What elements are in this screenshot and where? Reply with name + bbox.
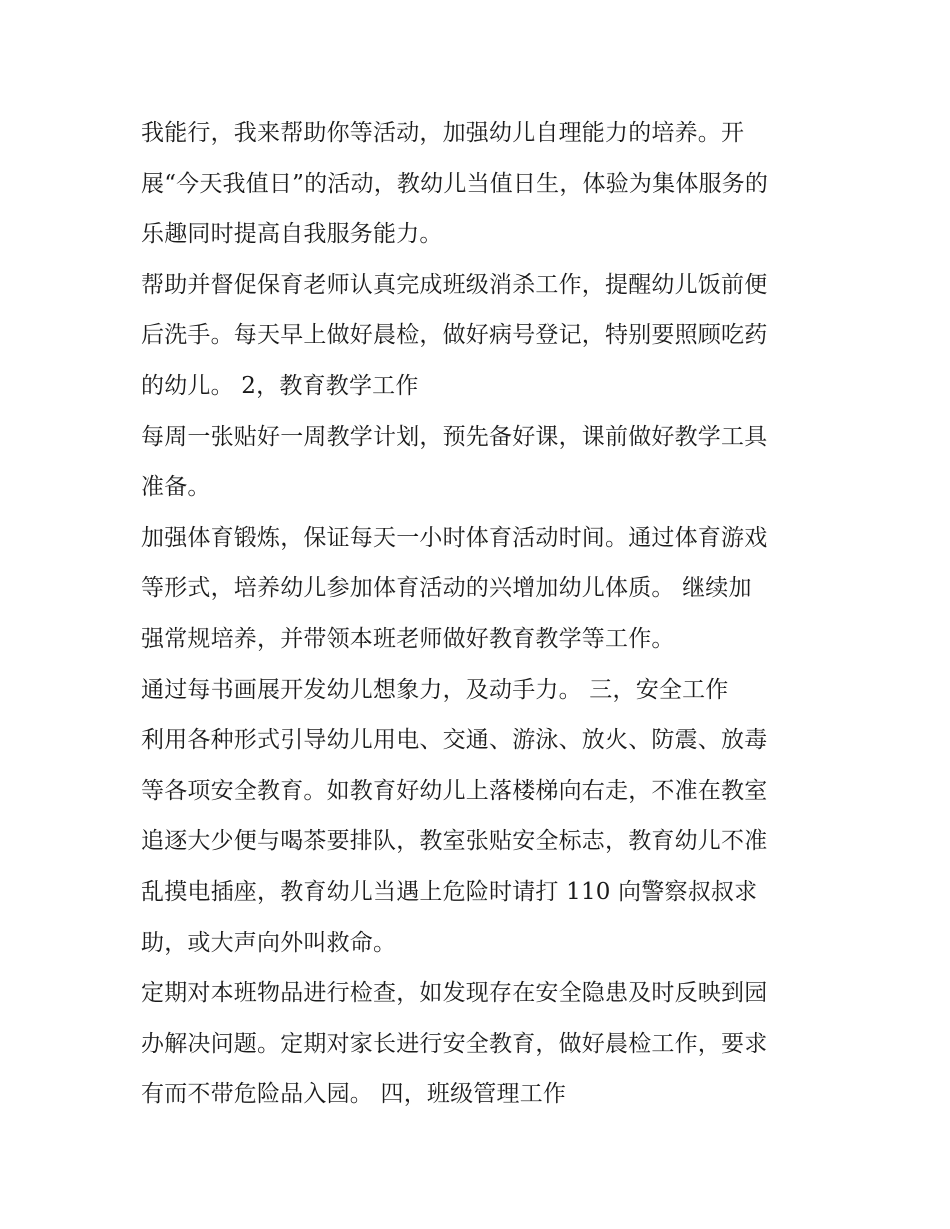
text-line: 帮助并督促保育老师认真完成班级消杀工作，提醒幼儿饭前便 xyxy=(141,271,768,298)
body-text xyxy=(141,108,821,1120)
text-line: 定期对本班物品进行检查，如发现存在安全隐患及时反映到园 xyxy=(141,980,768,1007)
text-line: 展“今天我值日”的活动，教幼儿当值日生，体验为集体服务的 xyxy=(141,170,769,197)
text-line: 加强体育锻炼，保证每天一小时体育活动时间。通过体育游戏 xyxy=(141,524,768,551)
text-line: 追逐大少便与喝茶要排队，教室张贴安全标志，教育幼儿不准 xyxy=(141,828,768,855)
text-line: 乱摸电插座，教育幼儿当遇上危险时请打 110 向警察叔叔求 xyxy=(141,878,758,905)
text-line: 助，或大声向外叫救命。 xyxy=(141,929,397,956)
text-line: 等各项安全教育。如教育好幼儿上落楼梯向右走，不准在教室 xyxy=(141,777,768,804)
text-line: 每周一张贴好一周教学计划，预先备好课，课前做好教学工具 xyxy=(141,423,768,450)
text-line: 通过每书画展开发幼儿想象力，及动手力。 三，安全工作 xyxy=(141,676,729,703)
text-line: 我能行，我来帮助你等活动，加强幼儿自理能力的培养。开 xyxy=(141,120,745,146)
text-line: 有而不带危险品入园。 四，班级管理工作 xyxy=(141,1081,567,1108)
text-line: 乐趣同时提高自我服务能力。 xyxy=(141,221,443,248)
text-line: 后洗手。每天早上做好晨检，做好病号登记，特别要照顾吃药 xyxy=(141,322,768,349)
text-line: 办解决问题。定期对家长进行安全教育，做好晨检工作，要求 xyxy=(141,1030,768,1057)
text-line: 强常规培养，并带领本班老师做好教育教学等工作。 xyxy=(141,625,675,652)
text-line: 准备。 xyxy=(141,474,211,501)
text-line: 利用各种形式引导幼儿用电、交通、游泳、放火、防震、放毒 xyxy=(141,727,768,754)
text-line: 的幼儿。 2，教育教学工作 xyxy=(141,372,419,399)
text-line: 等形式，培养幼儿参加体育活动的兴增加幼儿体质。 继续加 xyxy=(141,575,752,602)
